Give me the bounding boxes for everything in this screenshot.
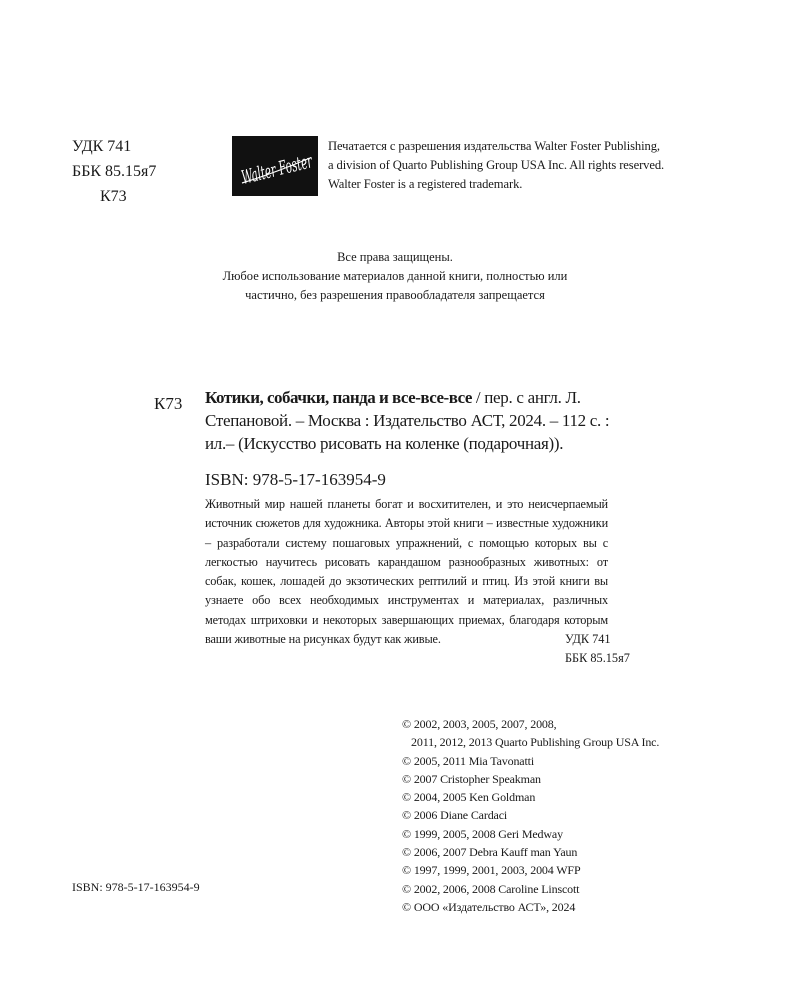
annotation-udk: УДК 741 <box>565 632 611 646</box>
citation-details: / пер. с англ. Л. Степановой. – Москва : Издательство АСТ, 2024. – 112 с. : ил.– (Искусство рисовать на коленке (подарочная)). <box>205 388 610 453</box>
copyright-line: © 2004, 2005 Ken Goldman <box>402 790 536 805</box>
copyright-line: © 2002, 2006, 2008 Caroline Linscott <box>402 881 580 896</box>
permission-notice <box>328 137 664 194</box>
copyright-list <box>402 715 659 916</box>
copyright-line: © 2007 Cristopher Speakman <box>402 771 541 786</box>
footer-isbn: ISBN: 978-5-17-163954-9 <box>72 880 200 894</box>
annotation-classification <box>565 630 630 668</box>
annotation-bbk: ББК 85.15я7 <box>565 651 630 665</box>
bibliographic-citation <box>205 386 635 455</box>
classification-block <box>72 134 156 209</box>
walter-foster-logo-icon <box>232 136 372 196</box>
copyright-line: © 2005, 2011 Mia Tavonatti <box>402 753 535 768</box>
rights-line: Любое использование материалов данной книги, полностью или <box>222 269 568 283</box>
record-isbn: ISBN: 978-5-17-163954-9 <box>205 470 386 489</box>
rights-line: частично, без разрешения правообладателя запрещается <box>245 288 545 302</box>
copyright-line: © 2002, 2003, 2005, 2007, 2008, <box>402 717 557 731</box>
copyright-line: © 2006, 2007 Debra Kauff man Yaun <box>402 845 578 860</box>
rights-line: Все права защищены. <box>337 250 453 264</box>
copyright-line: 2011, 2012, 2013 Quarto Publishing Group USA Inc. <box>411 735 660 750</box>
rights-notice <box>160 248 630 305</box>
annotation-text: Животный мир нашей планеты богат и восхитителен, и это неисчерпаемый источник сюжетов для художника. Авторы этой книги – известные художники – разработали систему пошаговых упражнений, с помощью которых вы с легкостью научитесь рисовать карандашом разнообразных животных: от собак, кошек, лошадей до экзотических рептилий и птиц. Из этой книги вы узнаете обо всех необходимых инструментах и материалах, различных методах штриховки и некоторых завершающих приемах, благодаря которым ваши животные на рисунках будут как живые. <box>205 497 608 647</box>
copyright-line: © ООО «Издательство АСТ», 2024 <box>402 899 576 914</box>
copyright-line: © 2006 Diane Cardaci <box>402 808 508 823</box>
permission-line: a division of Quarto Publishing Group USA Inc. All rights reserved. <box>328 158 665 172</box>
permission-line: Walter Foster is a registered trademark. <box>328 177 523 191</box>
udk-code: УДК 741 <box>72 138 132 155</box>
copyright-line: © 1997, 1999, 2001, 2003, 2004 WFP <box>402 863 581 878</box>
book-title: Котики, собачки, панда и все-все-все <box>205 388 472 407</box>
svg-text:Walter Foster: Walter Foster <box>239 136 372 190</box>
permission-line: Печатается с разрешения издательства Walter Foster Publishing, <box>328 139 660 153</box>
walter-foster-logo <box>232 136 372 196</box>
bbk-code: ББК 85.15я7 <box>72 163 157 180</box>
author-sign: К73 <box>100 188 127 205</box>
record-author-sign: К73 <box>154 394 183 413</box>
copyright-line: © 1999, 2005, 2008 Geri Medway <box>402 826 563 841</box>
